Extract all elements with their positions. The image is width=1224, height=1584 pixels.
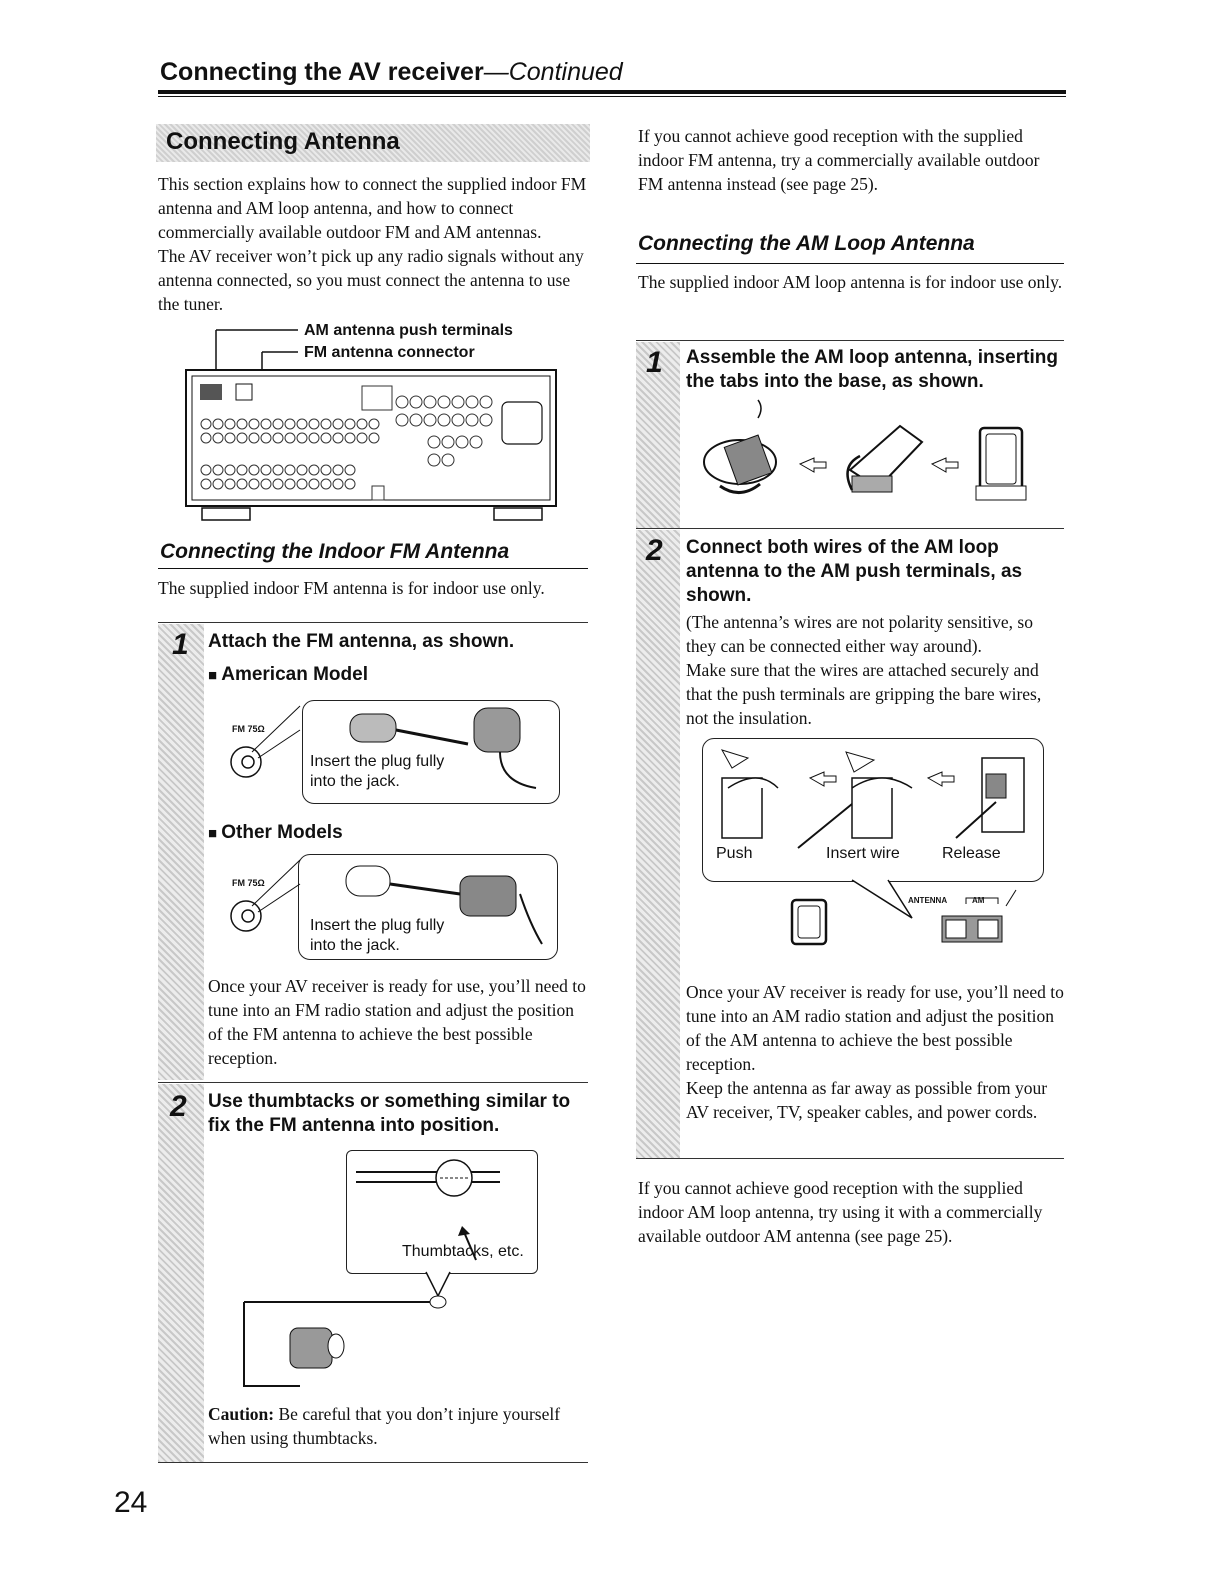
- page-number: 24: [114, 1486, 148, 1519]
- header-rule: [158, 90, 1066, 94]
- step-divider: [636, 528, 1064, 529]
- am-heading-rule: [636, 263, 1064, 264]
- am-step2-paragraph-2: Make sure that the wires are attached securely and that the push terminals are gripping the bare wires, not the insulation.: [686, 660, 1042, 728]
- am-heading: Connecting the AM Loop Antenna: [638, 232, 975, 255]
- fm-step2-title: Use thumbtacks or something similar to fix the FM antenna into position.: [208, 1091, 571, 1136]
- step1-band: [158, 624, 204, 1080]
- section-title: Connecting Antenna: [166, 128, 400, 155]
- push-label: Push: [716, 845, 753, 862]
- intro-paragraph-2: The AV receiver won’t pick up any radio signals without any antenna connected, so you must connect the antenna to use the tuner.: [158, 246, 584, 314]
- caution-text: Be careful that you don’t injure yourself when using thumbtacks.: [208, 1404, 561, 1448]
- label-fm-connector: FM antenna connector: [304, 344, 475, 361]
- step-divider: [158, 1082, 588, 1083]
- fm-step2-number: 2: [170, 1090, 187, 1123]
- header-continued: —Continued: [483, 58, 623, 86]
- step-bottom-rule: [636, 1158, 1064, 1159]
- section-intro: [158, 172, 590, 316]
- outdoor-am-note: If you cannot achieve good reception with the supplied indoor AM loop antenna, try using it with a commercially available outdoor AM antenna (see page 25).: [638, 1178, 1043, 1246]
- am-step1-title: Assemble the AM loop antenna, inserting the tabs into the base, as shown.: [686, 347, 1058, 392]
- fm-caution: [208, 1402, 590, 1450]
- fm-heading-rule: [158, 568, 588, 569]
- receiver-rear-panel-illustration: [186, 330, 558, 525]
- label-am-terminals: AM antenna push terminals: [304, 322, 513, 339]
- am-step2-note-2: Keep the antenna as far away as possible from your AV receiver, TV, speaker cables, and power cords.: [686, 1078, 1048, 1122]
- am-step2-paragraph-1: (The antenna’s wires are not polarity sensitive, so they can be connected either way around).: [686, 612, 1033, 656]
- am-step2-note-1: Once your AV receiver is ready for use, you’ll need to tune into an AM radio station and adjust the position of the AM antenna to achieve the best possible reception.: [686, 982, 1064, 1074]
- step-divider: [158, 622, 588, 623]
- am-step2-band: [636, 530, 680, 1158]
- release-label: Release: [942, 845, 1001, 862]
- fm-jack-label: FM 75Ω: [232, 724, 265, 734]
- fm-intro: The supplied indoor FM antenna is for indoor use only.: [158, 578, 545, 598]
- fm-heading: Connecting the Indoor FM Antenna: [160, 540, 510, 563]
- antenna-label: ANTENNA: [908, 896, 948, 905]
- fm-step1-note: Once your AV receiver is ready for use, you’ll need to tune into an FM radio station and adjust the position of the FM antenna to achieve the best possible reception.: [208, 976, 586, 1068]
- other-insert-text: Insert the plug fully into the jack.: [310, 917, 445, 954]
- other-models-label: ■ Other Models: [208, 822, 343, 844]
- insert-wire-label: Insert wire: [826, 845, 900, 862]
- american-insert-text: Insert the plug fully into the jack.: [310, 753, 445, 790]
- fm-step1-number: 1: [172, 628, 189, 661]
- step-divider: [636, 340, 1064, 341]
- caution-label: Caution:: [208, 1404, 275, 1424]
- section-title-band: [156, 124, 590, 162]
- american-model-label: ■ American Model: [208, 664, 368, 686]
- fm-jack-label-other: FM 75Ω: [232, 878, 265, 888]
- am-step2-number: 2: [646, 534, 663, 567]
- thumbtack-label: Thumbtacks, etc.: [402, 1243, 524, 1260]
- am-terminal-label: AM: [972, 896, 985, 905]
- step2-band: [158, 1084, 204, 1462]
- outdoor-fm-note: If you cannot achieve good reception with the supplied indoor FM antenna, try a commercially available outdoor FM antenna instead (see page 25).: [638, 126, 1040, 194]
- am-intro: The supplied indoor AM loop antenna is for indoor use only.: [638, 272, 1063, 292]
- am-loop-assembly-illustration: [700, 400, 1040, 512]
- fm-step1-title: Attach the FM antenna, as shown.: [208, 631, 515, 652]
- am-step2-title: Connect both wires of the AM loop antenna to the AM push terminals, as shown.: [686, 537, 1023, 606]
- am-step1-number: 1: [646, 346, 663, 379]
- thumbtack-illustration: [240, 1150, 540, 1400]
- intro-paragraph-1: This section explains how to connect the supplied indoor FM antenna and AM loop antenna, and how to connect commercially available outdoor FM and AM antennas.: [158, 174, 587, 242]
- header-title: Connecting the AV receiver: [160, 58, 484, 86]
- step-bottom-rule: [158, 1462, 588, 1463]
- page-header: [160, 58, 623, 87]
- header-rule-thin: [158, 96, 1066, 97]
